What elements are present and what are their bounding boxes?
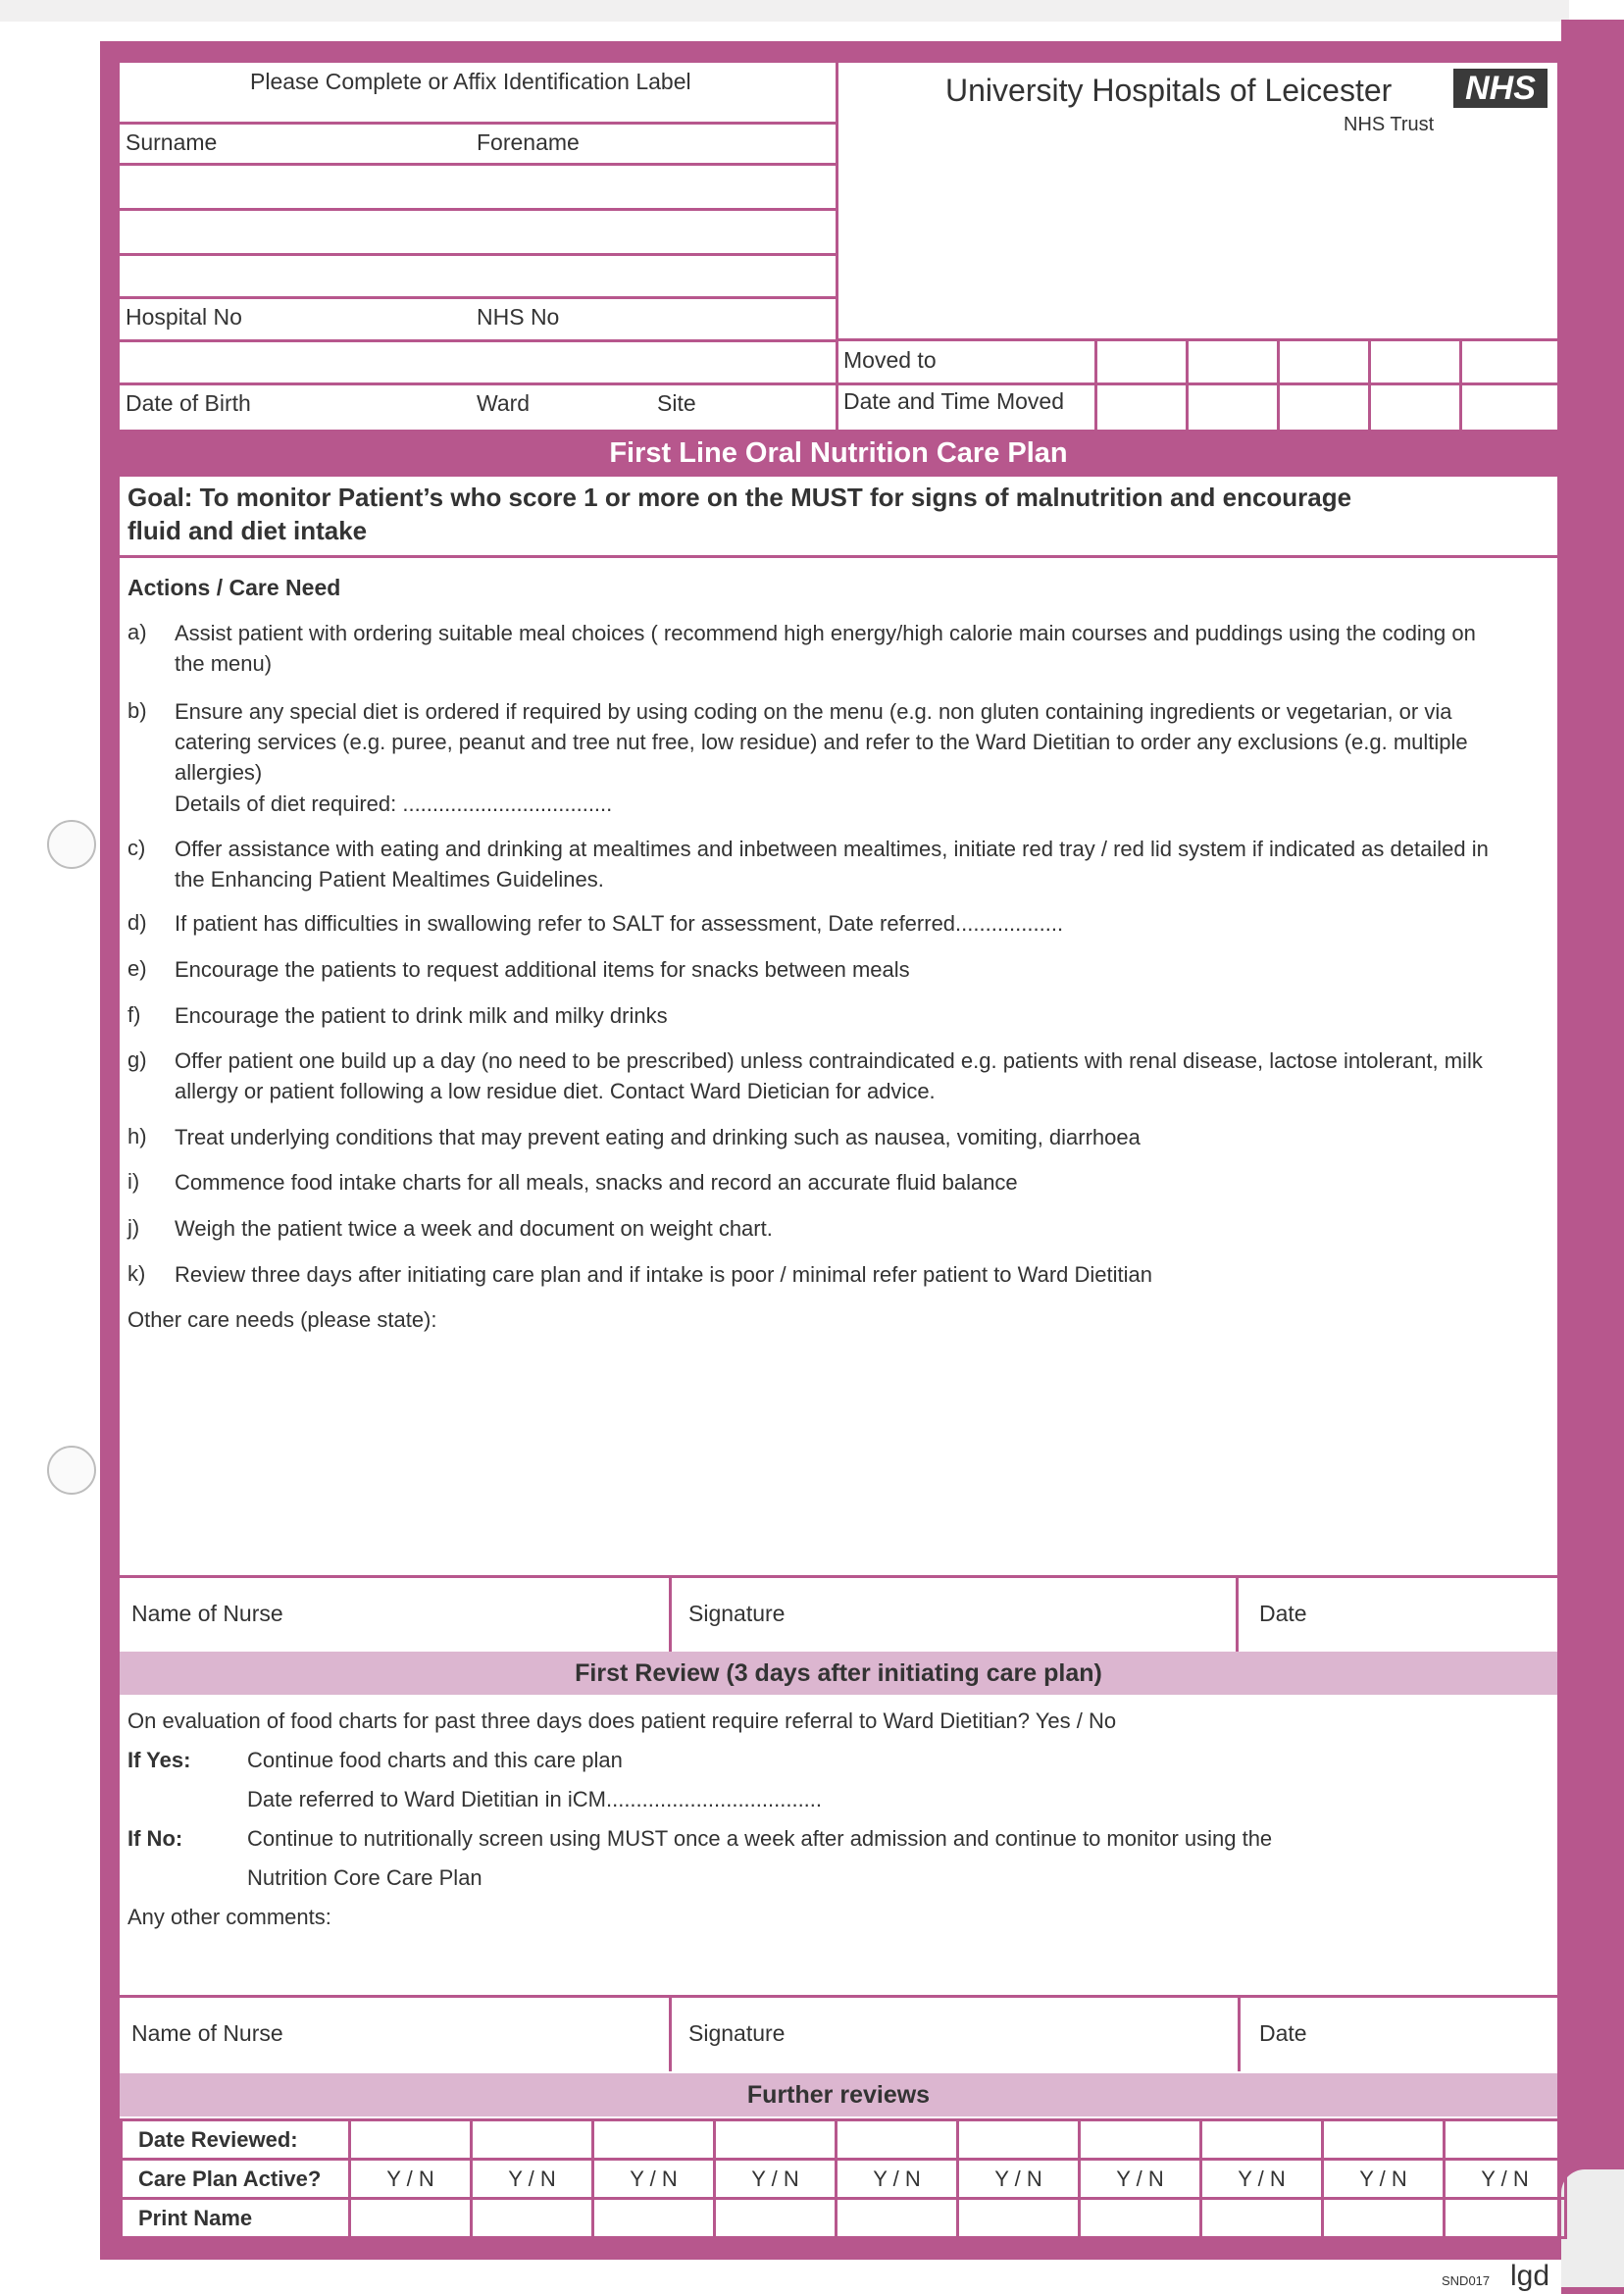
print-name-cell[interactable] [1201, 2199, 1323, 2238]
row-label: Print Name [122, 2199, 350, 2238]
date-referred-line[interactable]: Date referred to Ward Dietitian in iCM.................................... [247, 1787, 823, 1811]
action-letter: f) [127, 1002, 141, 1027]
rule [120, 296, 837, 299]
side-notch [1561, 2169, 1624, 2287]
ward-label: Ward [477, 390, 531, 416]
date-reviewed-cell[interactable] [837, 2120, 958, 2160]
side-strip [1561, 20, 1624, 2294]
surname-field[interactable] [122, 167, 834, 206]
further-reviews-title: Further reviews [120, 2073, 1557, 2116]
table-row [122, 2120, 1566, 2160]
row-label: Date Reviewed: [122, 2120, 350, 2160]
grid-line [669, 1995, 672, 2071]
date-label: Date [1259, 1601, 1307, 1626]
rule [120, 1995, 1557, 1998]
action-text: Ensure any special diet is ordered if required by using coding on the menu (e.g. non gluten containing ingredients or vegetarian, or via catering services (e.g. puree, peanut and tree nut free, low residue) and refer to the Ward Dietitian to order any exclusions (e.g. multiple allergies) [175, 699, 1468, 785]
print-name-cell[interactable] [837, 2199, 958, 2238]
yn-cell[interactable]: Y / N [1201, 2160, 1323, 2199]
diet-details-line[interactable]: Details of diet required: ................................... [175, 791, 613, 816]
other-comments-field[interactable] [127, 1938, 1540, 1987]
forename-label: Forename [477, 129, 580, 155]
page-edge [0, 0, 1569, 22]
goal-statement: Goal: To monitor Patient’s who score 1 or more on the MUST for signs of malnutrition and encourage fluid and diet intake [127, 483, 1352, 545]
care-plan-title: First Line Oral Nutrition Care Plan [120, 430, 1557, 477]
date-reviewed-cell[interactable] [958, 2120, 1080, 2160]
surname-label: Surname [126, 129, 218, 155]
date-reviewed-cell[interactable] [1323, 2120, 1445, 2160]
action-text: Offer patient one build up a day (no need to be prescribed) unless contraindicated e.g. patients with renal disease, lactose intolerant, milk allergy or patient following a low residue diet. Contact Ward Dietician for advice. [175, 1048, 1483, 1103]
nhs-trust: NHS Trust [1344, 114, 1435, 135]
punch-hole [47, 820, 96, 869]
action-letter: a) [127, 620, 147, 644]
grid-line [1238, 1995, 1241, 2071]
date-field[interactable] [1324, 2001, 1549, 2067]
date-label: Date [1259, 2020, 1307, 2046]
date-reviewed-cell[interactable] [1080, 2120, 1201, 2160]
table-row [122, 2160, 1566, 2199]
print-name-cell[interactable] [472, 2199, 593, 2238]
moved-to-label: Moved to [843, 347, 937, 373]
signature-field[interactable] [814, 2001, 1230, 2067]
form-code: SND017 [1442, 2273, 1491, 2288]
action-text: Commence food intake charts for all meals, snacks and record an accurate fluid balance [175, 1170, 1018, 1195]
row-label: Care Plan Active? [122, 2160, 350, 2199]
date-reviewed-cell[interactable] [715, 2120, 837, 2160]
action-text: Assist patient with ordering suitable meal choices ( recommend high energy/high calorie main courses and puddings using the coding on the menu) [175, 621, 1476, 676]
action-text: Encourage the patients to request additional items for snacks between meals [175, 957, 910, 982]
name-of-nurse-label: Name of Nurse [131, 1601, 283, 1626]
yn-cell[interactable]: Y / N [837, 2160, 958, 2199]
yn-cell[interactable]: Y / N [472, 2160, 593, 2199]
if-no-label: If No: [127, 1826, 183, 1851]
rule [120, 253, 837, 256]
yn-cell[interactable]: Y / N [958, 2160, 1080, 2199]
signature-label: Signature [688, 1601, 786, 1626]
action-letter: b) [127, 698, 147, 723]
yn-cell[interactable]: Y / N [715, 2160, 837, 2199]
name-of-nurse-field[interactable] [294, 1581, 663, 1648]
other-care-needs-field[interactable] [127, 1344, 1540, 1569]
action-letter: j) [127, 1215, 140, 1240]
print-name-cell[interactable] [1080, 2199, 1201, 2238]
if-no-text: Continue to nutritionally screen using MUST once a week after admission and continue to monitor using the [247, 1826, 1273, 1851]
grid-line [1236, 1575, 1239, 1652]
other-comments-label: Any other comments: [127, 1905, 331, 1929]
header-divider [836, 63, 838, 430]
action-text: Encourage the patient to drink milk and milky drinks [175, 1003, 668, 1028]
action-letter: c) [127, 836, 146, 860]
action-letter: e) [127, 956, 147, 981]
yn-cell[interactable]: Y / N [593, 2160, 715, 2199]
site-label: Site [657, 390, 696, 416]
date-reviewed-cell[interactable] [350, 2120, 472, 2160]
first-review-title: First Review (3 days after initiating care plan) [120, 1652, 1557, 1695]
grid-line [669, 1575, 672, 1652]
yn-cell[interactable]: Y / N [1080, 2160, 1201, 2199]
table-row [122, 2199, 1566, 2238]
name-of-nurse-label: Name of Nurse [131, 2020, 283, 2046]
date-time-moved-label: Date and Time Moved [843, 388, 1065, 414]
date-reviewed-cell[interactable] [1201, 2120, 1323, 2160]
moved-grid-fields[interactable] [1098, 341, 1555, 428]
action-letter: h) [127, 1124, 147, 1148]
print-name-cell[interactable] [350, 2199, 472, 2238]
rule [120, 555, 1557, 558]
date-reviewed-cell[interactable] [472, 2120, 593, 2160]
yn-cell[interactable]: Y / N [1323, 2160, 1445, 2199]
if-yes-label: If Yes: [127, 1748, 191, 1772]
action-text: Review three days after initiating care plan and if intake is poor / minimal refer patient to Ward Dietitian [175, 1262, 1152, 1287]
dob-label: Date of Birth [126, 390, 251, 416]
action-text: If patient has difficulties in swallowing refer to SALT for assessment, Date referred.................. [175, 911, 1064, 936]
action-letter: i) [127, 1169, 140, 1194]
org-name: University Hospitals of Leicester [945, 73, 1393, 108]
further-reviews-table [120, 2118, 1567, 2239]
print-name-cell[interactable] [1323, 2199, 1445, 2238]
action-text: Treat underlying conditions that may prevent eating and drinking such as nausea, vomiting, diarrhoea [175, 1125, 1141, 1149]
printer-logo: lgd [1510, 2260, 1550, 2292]
yn-cell[interactable]: Y / N [350, 2160, 472, 2199]
first-review-question: On evaluation of food charts for past three days does patient require referral to Ward Dietitian? Yes / No [127, 1708, 1117, 1733]
punch-hole [47, 1446, 96, 1495]
if-no-text-2: Nutrition Core Care Plan [247, 1865, 482, 1890]
date-field[interactable] [1324, 1581, 1549, 1648]
id-label-prompt: Please Complete or Affix Identification Label [250, 69, 691, 94]
rule [120, 208, 837, 211]
action-letter: d) [127, 910, 147, 935]
nhs-logo: NHS [1453, 69, 1548, 108]
print-name-cell[interactable] [958, 2199, 1080, 2238]
rule [120, 339, 837, 342]
other-care-needs-label: Other care needs (please state): [127, 1307, 437, 1332]
date-reviewed-cell[interactable] [593, 2120, 715, 2160]
signature-field[interactable] [814, 1581, 1230, 1648]
action-letter: g) [127, 1047, 147, 1072]
rule [120, 122, 837, 125]
print-name-cell[interactable] [593, 2199, 715, 2238]
action-letter: k) [127, 1261, 146, 1286]
grid-line [1094, 338, 1097, 430]
action-text: Offer assistance with eating and drinking at mealtimes and inbetween mealtimes, initiate red tray / red lid system if indicated as detailed in the Enhancing Patient Mealtimes Guidelines. [175, 837, 1489, 892]
date-reviewed-cell[interactable] [1445, 2120, 1566, 2160]
yn-cell[interactable]: Y / N [1445, 2160, 1566, 2199]
hospital-no-label: Hospital No [126, 304, 242, 330]
action-text: Weigh the patient twice a week and document on weight chart. [175, 1216, 773, 1241]
print-name-cell[interactable] [715, 2199, 837, 2238]
id-number-field[interactable] [122, 343, 834, 382]
signature-label: Signature [688, 2020, 786, 2046]
nhs-no-label: NHS No [477, 304, 560, 330]
name-of-nurse-field[interactable] [294, 2001, 663, 2067]
rule [120, 1575, 1557, 1578]
rule [120, 163, 837, 166]
actions-heading: Actions / Care Need [127, 575, 341, 600]
if-yes-text: Continue food charts and this care plan [247, 1748, 623, 1772]
print-name-cell[interactable] [1445, 2199, 1566, 2238]
forename-field[interactable] [122, 212, 834, 253]
